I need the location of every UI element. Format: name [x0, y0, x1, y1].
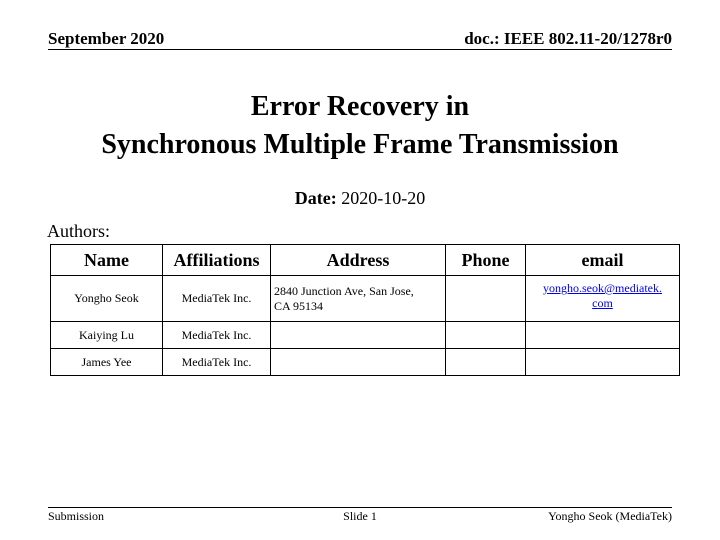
header-affiliations: Affiliations	[163, 245, 271, 276]
author-email	[526, 349, 680, 376]
email-link-line-1[interactable]: yongho.seok@mediatek.	[542, 281, 663, 295]
author-email[interactable]	[526, 276, 680, 322]
author-name: James Yee	[51, 349, 163, 376]
header-address: Address	[271, 245, 446, 276]
header-date: September 2020	[48, 29, 165, 48]
authors-table	[50, 244, 680, 376]
date-value: 2020-10-20	[341, 188, 426, 208]
author-address	[271, 349, 446, 376]
author-phone	[446, 276, 526, 322]
author-address	[271, 322, 446, 349]
header-phone: Phone	[446, 245, 526, 276]
footer-divider	[48, 507, 672, 508]
author-name: Yongho Seok	[51, 276, 163, 322]
footer-submission: Submission	[48, 509, 105, 523]
table-row	[51, 276, 680, 322]
author-affiliation: MediaTek Inc.	[163, 276, 271, 322]
author-address	[271, 276, 446, 322]
date-line	[0, 188, 720, 209]
title-line-2: Synchronous Multiple Frame Transmission	[101, 129, 619, 160]
title-line-1: Error Recovery in	[250, 91, 470, 122]
table-header-row	[51, 245, 680, 276]
email-link-line-2[interactable]: com	[592, 296, 613, 310]
header-divider	[48, 49, 672, 50]
author-phone	[446, 322, 526, 349]
footer-slide-number: Slide 1	[343, 509, 377, 523]
header-name: Name	[51, 245, 163, 276]
header-doc-id: doc.: IEEE 802.11-20/1278r0	[464, 29, 672, 48]
authors-label: Authors:	[47, 221, 110, 241]
author-name: Kaiying Lu	[51, 322, 163, 349]
author-affiliation: MediaTek Inc.	[163, 349, 271, 376]
author-email	[526, 322, 680, 349]
footer-author: Yongho Seok (MediaTek)	[548, 509, 672, 523]
slide-title	[0, 88, 720, 164]
date-label: Date:	[294, 188, 337, 208]
header-email: email	[526, 245, 680, 276]
author-phone	[446, 349, 526, 376]
address-line-1: 2840 Junction Ave, San Jose,	[274, 283, 414, 298]
author-affiliation: MediaTek Inc.	[163, 322, 271, 349]
table-row	[51, 349, 680, 376]
address-line-2: CA 95134	[274, 298, 324, 313]
table-row	[51, 322, 680, 349]
